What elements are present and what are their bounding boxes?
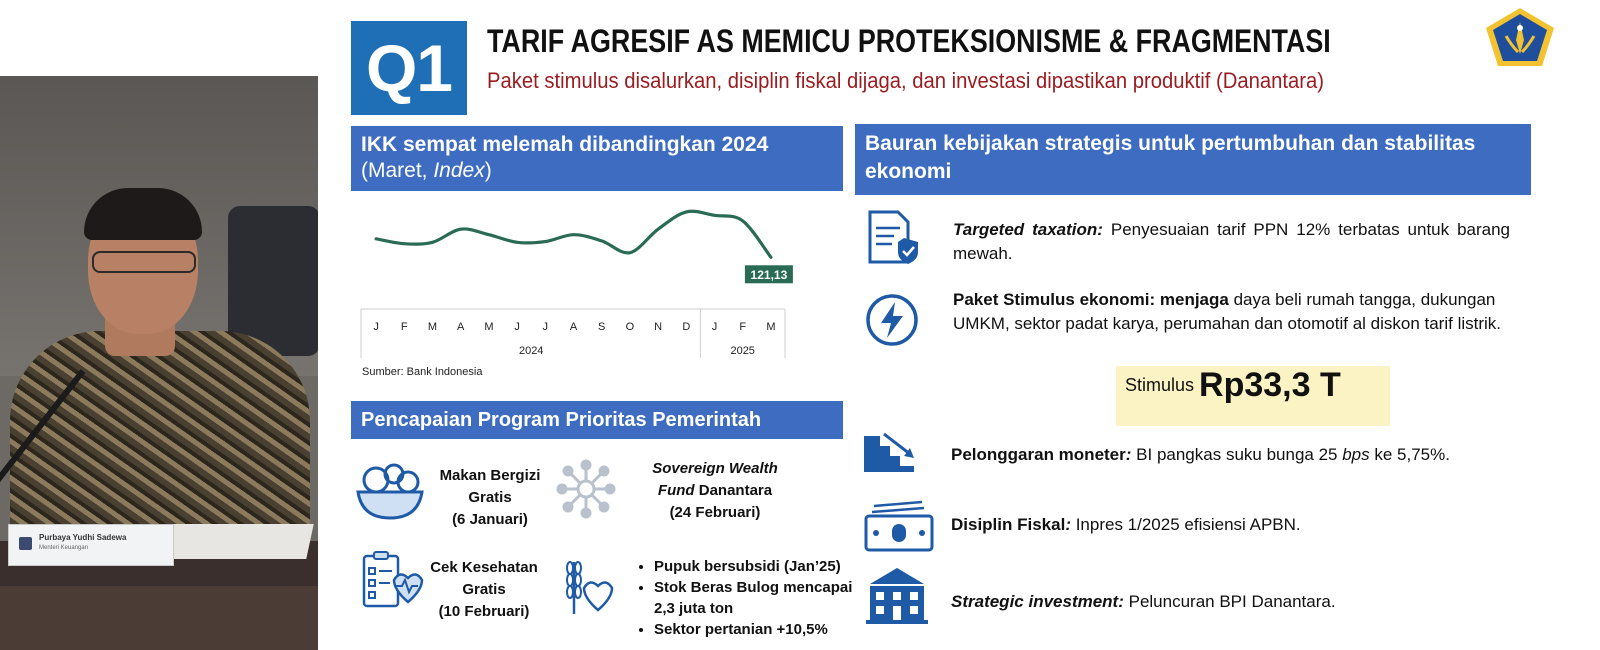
building-icon [864,566,930,624]
program-cek-kesehatan: Cek Kesehatan Gratis (10 Februari) [430,559,538,620]
food-bowl-icon [354,458,426,524]
nameplate-logo-icon [19,537,32,550]
policy-disiplin-fiskal: Disiplin Fiskal: Inpres 1/2025 efisiensi APBN. [951,515,1301,534]
ikk-header-title: IKK sempat melemah dibandingkan 2024 [361,133,769,156]
x-tick-label: F [739,321,747,333]
nameplate-name: Purbaya Yudhi Sadewa [39,533,127,542]
policy-paket-stimulus: Paket Stimulus ekonomi: menjaga daya beli rumah tangga, dukungan UMKM, sektor padat karya, perumahan dan otomotif al diskon tarif listrik. [953,290,1502,333]
x-tick-label: J [514,321,520,333]
chart-source: Sumber: Bank Indonesia [362,366,483,378]
desk-front [0,586,318,650]
wheat-heart-icon [560,552,616,618]
program-header: Pencapaian Program Prioritas Pemerintah [351,401,843,439]
health-checklist-icon [360,550,426,610]
agriculture-bullet-list [632,556,854,640]
x-tick-label: N [654,321,663,333]
speaker-hair [84,188,202,240]
money-icon [864,500,934,552]
x-tick-label: J [373,321,379,333]
bullet-pupuk: • Pupuk bersubsidi (Jan’25) [654,556,854,577]
speaker-glasses [92,251,196,273]
x-tick-label: M [484,321,494,333]
x-tick-label: A [569,321,578,333]
ikk-series-line [376,211,771,257]
speaker-video [0,76,318,650]
policy-pelonggaran-moneter: Pelonggaran moneter: BI pangkas suku bunga 25 bps ke 5,75%. [951,445,1450,464]
x-tick-label: M [427,321,438,333]
ministry-logo-icon [1484,6,1556,68]
program-makan-bergizi: Makan Bergizi Gratis (6 Januari) [439,467,541,528]
nameplate-role: Menteri Keuangan [39,545,89,551]
year-label: 2024 [518,345,544,357]
q1-badge: Q1 [351,21,467,115]
x-tick-label: F [400,321,408,333]
ikk-header [351,126,843,191]
bullet-stok-beras: • Stok Beras Bulog mencapai 2,3 juta ton [654,577,854,619]
x-tick-label: M [766,321,776,333]
slide-title: TARIF AGRESIF AS MEMICU PROTEKSIONISME & FRAGMENTASI [487,23,1331,59]
x-tick-label: D [682,321,691,333]
policy-header: Bauran kebijakan strategis untuk pertumbuhan dan stabilitas ekonomi [855,124,1531,195]
policy-targeted-taxation: Targeted taxation: Penyesuaian tarif PPN 12% terbatas untuk barang mewah. [953,220,1510,263]
down-stairs-icon [862,432,920,474]
stimulus-value: Rp33,3 T [1199,366,1341,404]
program-sovereign-wealth-fund: Sovereign Wealth Fund Danantara (24 Februari) [652,460,778,521]
bullet-sektor-pertanian: • Sektor pertanian +10,5% [654,619,854,640]
nameplate [8,524,174,566]
network-icon [556,459,616,519]
x-tick-label: J [542,321,549,333]
year-label: 2025 [730,345,755,357]
x-tick-label: O [625,321,635,333]
ikk-line-chart [360,192,800,364]
ikk-header-subtitle: (Maret, Index) [361,159,492,182]
stimulus-box [1116,366,1390,426]
last-value-label: 121,13 [750,267,788,282]
x-tick-label: J [711,321,718,333]
x-tick-label: S [598,321,606,333]
lightning-icon [864,292,920,348]
tax-document-icon [864,208,922,266]
slide-subtitle: Paket stimulus disalurkan, disiplin fiskal dijaga, dan investasi dipastikan produktif (Danantara) [487,68,1325,93]
x-tick-label: A [457,321,465,333]
policy-strategic-investment: Strategic investment: Peluncuran BPI Danantara. [951,592,1336,611]
stimulus-label: Stimulus [1125,375,1200,395]
